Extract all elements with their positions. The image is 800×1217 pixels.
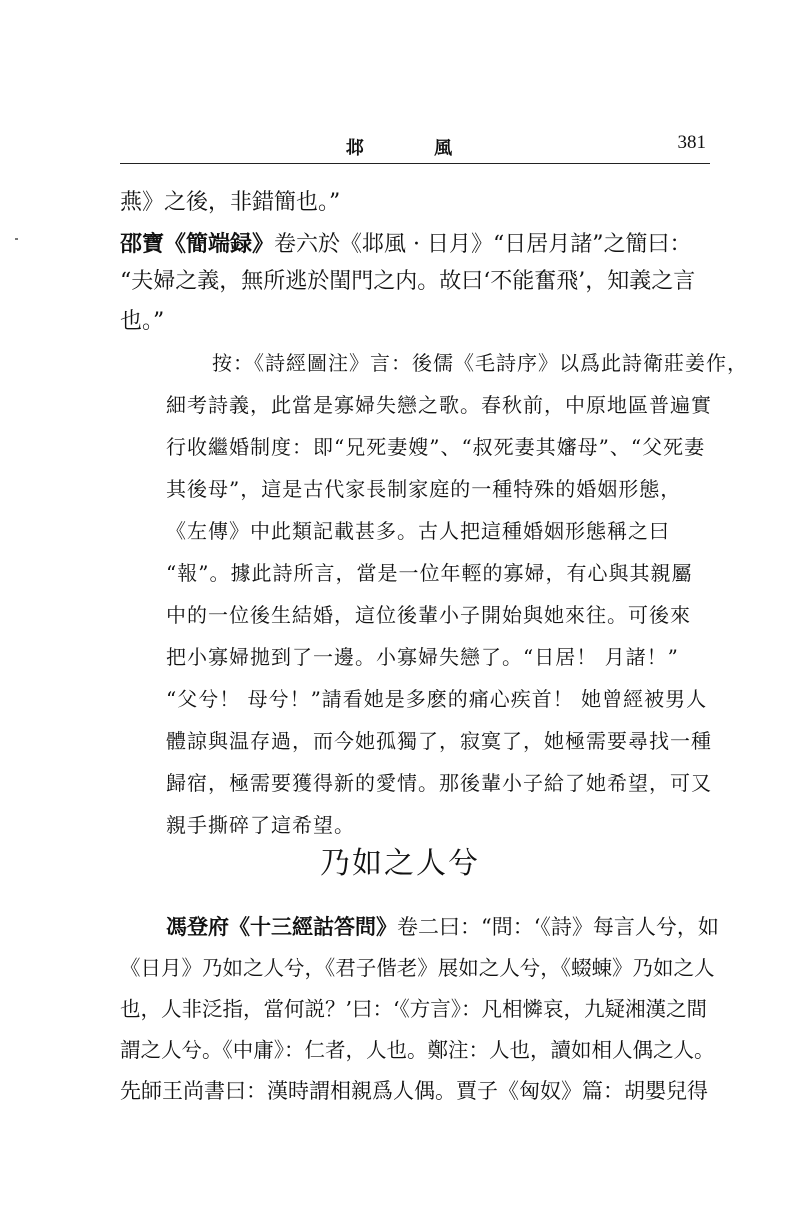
note-line: 其後母”，這是古代家長制家庭的一種特殊的婚姻形態， xyxy=(166,477,682,501)
shao-bao-text: 卷六於《邶風 · 日月》“日居月諸”之簡曰： xyxy=(274,232,692,257)
note-line: 把小寡婦拋到了一邊。小寡婦失戀了。“日居！ 月諸！” xyxy=(166,645,679,669)
intro-line-2 xyxy=(120,230,720,260)
feng-line: 《日月》乃如之人兮，《君子偕老》展如之人兮，《蝃蝀》乃如之人 xyxy=(120,956,715,980)
page-number: 381 xyxy=(677,132,706,153)
note-line: 行收繼婚制度：即“兄死妻嫂”、“叔死妻其嬸母”、“父死妻 xyxy=(166,435,706,459)
section-title: 乃如之人兮 xyxy=(320,846,480,881)
header-title: 邶 風 xyxy=(345,138,485,159)
shao-bao-citation: 邵寶《簡端録》 xyxy=(120,232,275,257)
feng-line: 也，人非泛指，當何説？’曰：‘《方言》：凡相憐哀，九疑湘漢之間 xyxy=(120,997,708,1021)
margin-mark xyxy=(15,238,18,240)
feng-line: 先師王尚書曰：漢時謂相親爲人偶。賈子《匈奴》篇：胡嬰兒得 xyxy=(120,1079,708,1103)
note-line: “報”。據此詩所言，當是一位年輕的寡婦，有心與其親屬 xyxy=(166,561,693,585)
feng-text: 卷二曰：“問：‘《詩》每言人兮，如 xyxy=(397,915,719,939)
note-line: 《左傳》中此類記載甚多。古人把這種婚姻形態稱之曰 xyxy=(166,519,670,543)
running-header xyxy=(120,128,710,162)
header-rule xyxy=(120,163,710,164)
intro-line-1: 燕》之後，非錯簡也。” xyxy=(120,190,341,215)
note-line: 按：《詩經圖注》言：後儒《毛詩序》以爲此詩衛莊姜作， xyxy=(212,351,748,375)
intro-line-4: 也。” xyxy=(120,309,165,334)
note-line: 中的一位後生結婚，這位後輩小子開始與她來往。可後來 xyxy=(166,603,691,627)
note-line: 歸宿，極需要獲得新的愛情。那後輩小子給了她希望，可又 xyxy=(166,771,712,795)
feng-line-1 xyxy=(166,912,722,942)
note-line: “父兮！ 母兮！”請看她是多麽的痛心疾首！ 她曾經被男人 xyxy=(166,687,708,711)
note-line: 體諒與温存過，而今她孤獨了，寂寞了，她極需要尋找一種 xyxy=(166,729,712,753)
feng-citation: 馮登府《十三經詁答問》 xyxy=(166,915,397,939)
note-line: 親手撕碎了這希望。 xyxy=(166,813,355,837)
note-line: 細考詩義，此當是寡婦失戀之歌。春秋前，中原地區普遍實 xyxy=(166,393,712,417)
feng-line: 謂之人兮。《中庸》：仁者，人也。鄭注：人也，讀如相人偶之人。 xyxy=(120,1038,715,1062)
intro-line-3: “夫婦之義，無所逃於閨門之内。故曰‘不能奮飛’，知義之言 xyxy=(120,269,696,294)
